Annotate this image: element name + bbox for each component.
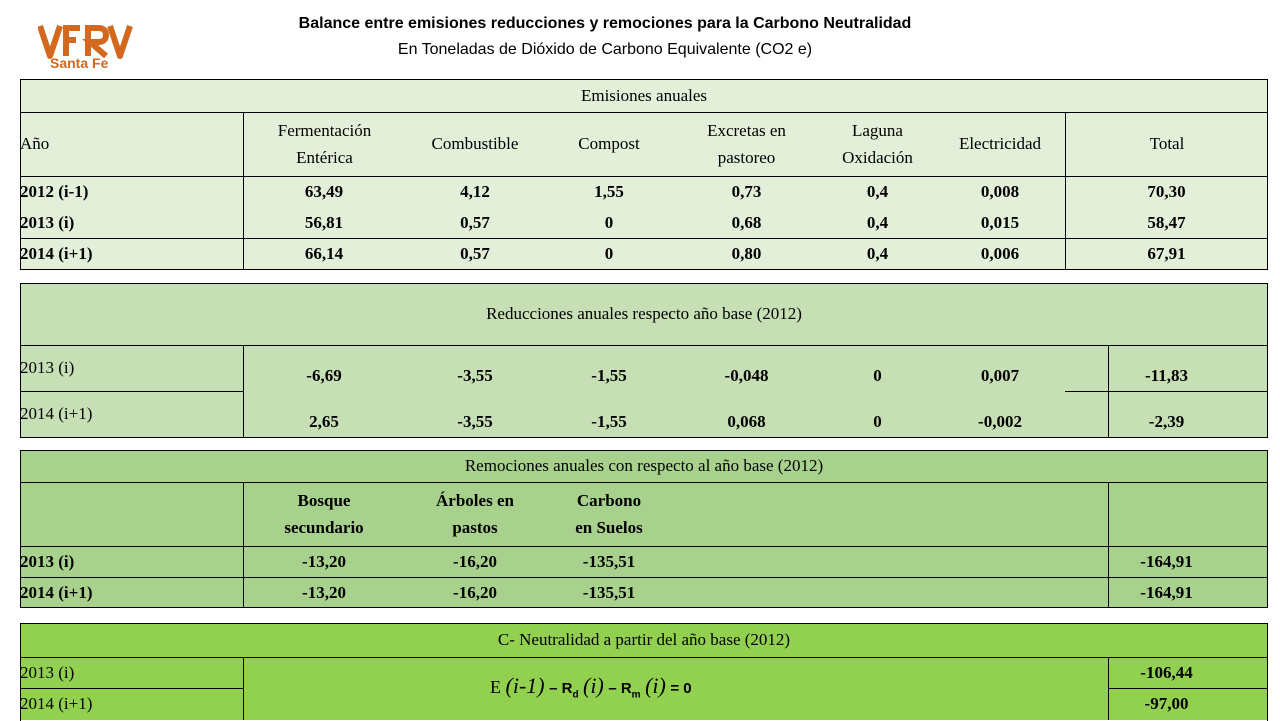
row-year: 2014 (i+1) — [20, 404, 93, 424]
header-carbono-line2: en Suelos — [575, 518, 643, 537]
row-year: 2014 (i+1) — [20, 244, 93, 264]
value-laguna: 0,4 — [866, 213, 889, 233]
header-carbono-line1: Carbono — [576, 490, 642, 510]
value-total: 58,47 — [1147, 213, 1186, 233]
value-fermentacion: 66,14 — [304, 244, 344, 264]
value-total: -164,91 — [1140, 551, 1193, 571]
header-laguna-line1: Laguna — [852, 120, 903, 140]
value-fermentacion: 63,49 — [304, 182, 344, 202]
value-total: -164,91 — [1140, 582, 1193, 602]
header-fermentacion-line2: Entérica — [296, 148, 353, 167]
value-compost: 1,55 — [594, 182, 624, 202]
header-bosque-line2: secundario — [284, 518, 364, 537]
value-compost: 0 — [604, 213, 614, 233]
value-laguna: 0,4 — [866, 244, 889, 264]
value-fermentacion: 2,65 — [309, 412, 339, 432]
value-electricidad: 0,006 — [980, 244, 1020, 264]
value-arboles: -16,20 — [453, 582, 497, 602]
value-laguna: 0 — [873, 366, 882, 386]
formula-i1: (i-1) — [505, 673, 545, 698]
neutralidad-table — [20, 623, 1268, 720]
value-electricidad: -0,002 — [978, 412, 1022, 432]
header-combustible: Combustible — [431, 134, 519, 154]
header-excretas-line2: pastoreo — [717, 148, 776, 167]
value-arboles: -16,20 — [453, 551, 497, 571]
header-arboles-line1: Árboles en — [436, 490, 514, 510]
value-compost: -1,55 — [591, 366, 627, 386]
header-total: Total — [1065, 112, 1268, 176]
value-bosque: -13,20 — [302, 582, 346, 602]
page-title: Balance entre emisiones reducciones y remociones para la Carbono Neutralidad — [298, 15, 912, 32]
emisiones-table — [20, 79, 1268, 270]
row-year: 2013 (i) — [20, 213, 75, 233]
value-excretas: 0,73 — [731, 182, 762, 202]
row-year: 2014 (i+1) — [20, 694, 93, 714]
value-total: -106,44 — [1140, 662, 1193, 682]
neutralidad-title: C- Neutralidad a partir del año base (2012) — [497, 630, 791, 650]
value-electricidad: 0,008 — [980, 182, 1020, 202]
row-year: 2013 (i) — [20, 551, 75, 571]
header-compost: Compost — [578, 134, 640, 154]
value-carbono: -135,51 — [582, 551, 636, 571]
value-combustible: 4,12 — [460, 182, 490, 202]
row-year: 2013 (i) — [20, 358, 75, 378]
formula-sub-d: d — [572, 689, 579, 701]
header-year: Año — [20, 134, 50, 154]
value-combustible: 0,57 — [460, 213, 490, 233]
value-bosque: -13,20 — [302, 551, 346, 571]
header-excretas-line1: Excretas en — [707, 120, 786, 140]
header-bosque-line1: Bosque — [297, 490, 351, 510]
value-laguna: 0 — [873, 412, 882, 432]
remociones-table — [20, 450, 1268, 608]
value-electricidad: 0,015 — [980, 213, 1020, 233]
value-total: -2,39 — [1148, 412, 1185, 432]
formula-e: E — [490, 677, 501, 697]
value-fermentacion: 56,81 — [304, 213, 344, 233]
value-total: 70,30 — [1147, 182, 1186, 202]
logo-subtitle: Santa Fe — [50, 55, 109, 71]
row-year: 2012 (i-1) — [20, 182, 89, 202]
value-combustible: -3,55 — [457, 412, 493, 432]
formula-minus-rd: – R — [549, 680, 573, 697]
value-total: -97,00 — [1144, 694, 1189, 714]
page-subtitle: En Toneladas de Dióxido de Carbono Equivalente (CO2 e) — [397, 41, 813, 58]
value-excretas: -0,048 — [724, 366, 769, 386]
formula-i3: (i) — [645, 673, 666, 698]
value-excretas: 0,068 — [727, 412, 766, 432]
remociones-title: Remociones anuales con respecto al año base (2012) — [464, 456, 824, 476]
reducciones-title: Reducciones anuales respecto año base (2012) — [486, 304, 802, 324]
value-combustible: 0,57 — [460, 244, 490, 264]
header-fermentacion-line1: Fermentación — [277, 120, 372, 140]
value-total: -11,83 — [1145, 366, 1188, 386]
emisiones-title: Emisiones anuales — [580, 85, 708, 105]
header-electricidad: Electricidad — [958, 134, 1042, 154]
value-total: 67,91 — [1147, 244, 1186, 264]
value-excretas: 0,80 — [731, 244, 762, 264]
formula-eq: = 0 — [670, 680, 692, 697]
value-combustible: -3,55 — [457, 366, 493, 386]
row-year: 2014 (i+1) — [20, 582, 93, 602]
header-arboles-line2: pastos — [452, 518, 498, 537]
value-carbono: -135,51 — [582, 582, 636, 602]
formula-sub-m: m — [631, 689, 641, 701]
value-electricidad: 0,007 — [980, 366, 1020, 386]
header-laguna-line2: Oxidación — [842, 148, 913, 167]
value-compost: 0 — [604, 244, 614, 264]
row-year: 2013 (i) — [20, 662, 75, 682]
reducciones-table — [20, 283, 1268, 438]
value-excretas: 0,68 — [731, 213, 762, 233]
value-laguna: 0,4 — [866, 182, 889, 202]
value-compost: -1,55 — [591, 412, 627, 432]
value-fermentacion: -6,69 — [306, 366, 342, 386]
formula-minus-rm: – R — [608, 680, 632, 697]
formula-i2: (i) — [583, 673, 604, 698]
